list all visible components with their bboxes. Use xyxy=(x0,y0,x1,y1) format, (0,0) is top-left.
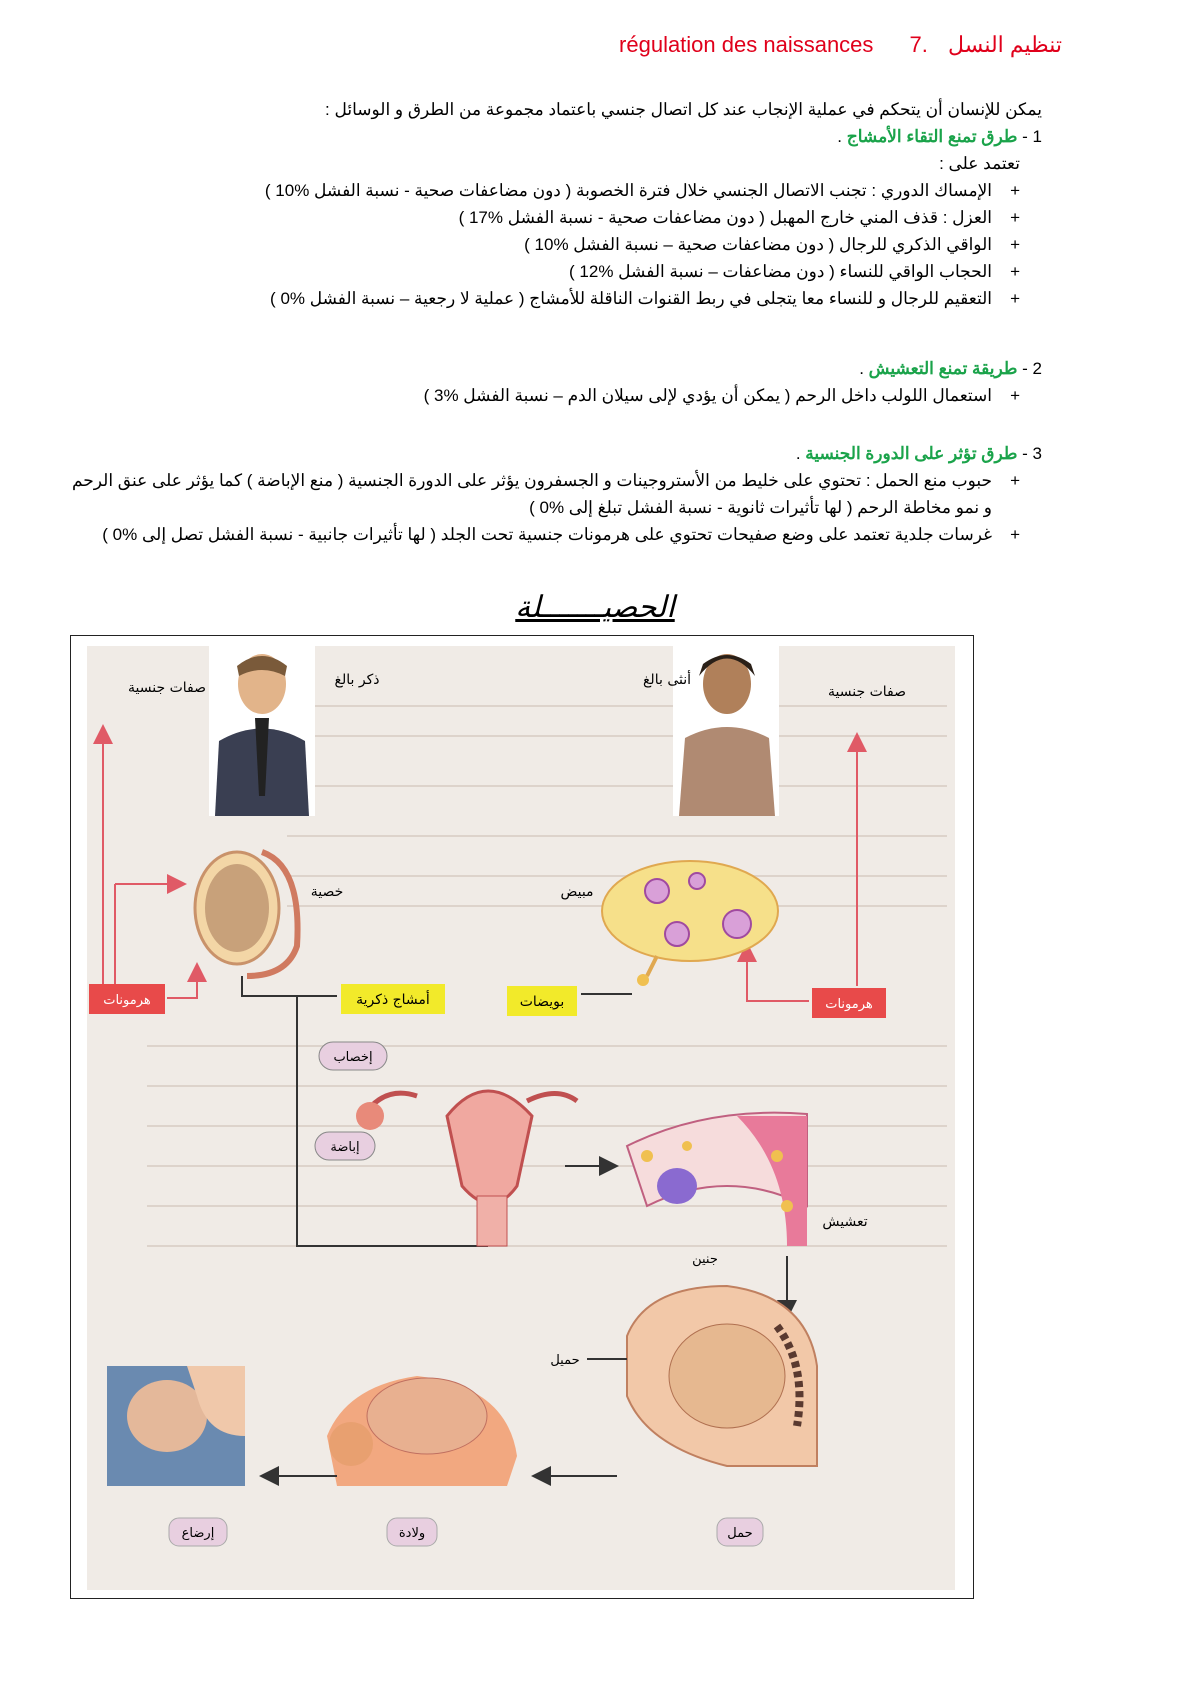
nidation-label: تعشيش xyxy=(822,1214,868,1230)
section3-dot: . xyxy=(795,444,806,463)
male-adult-label: ذكر بالغ xyxy=(334,672,380,688)
intro-text: يمكن للإنسان أن يتحكم في عملية الإنجاب عند كل اتصال جنسي باعتماد مجموعة من الطرق و الوسائل : xyxy=(325,100,1042,119)
list-item: + العزل : قذف المني خارج المهبل ( دون مضاعفات صحية - نسبة الفشل %17 ) xyxy=(142,204,1020,231)
ovary-illustration xyxy=(602,861,778,986)
male-gametes-label: أمشاج ذكرية xyxy=(356,992,430,1008)
pregnancy-illustration xyxy=(627,1286,817,1466)
pregnancy-label: حمل xyxy=(727,1526,753,1541)
section2-heading xyxy=(142,355,1042,382)
breastfeeding-label: إرضاع xyxy=(181,1526,215,1541)
ova-label: بويضات xyxy=(519,994,565,1010)
list-item: + استعمال اللولب داخل الرحم ( يمكن أن يؤدي لإلى سيلان الدم – نسبة الفشل %3 ) xyxy=(142,382,1020,409)
hormones-right-label: هرمونات xyxy=(825,997,873,1012)
list-item: + حبوب منع الحمل : تحتوي على خليط من الأستروجينات و الجسفرون يؤثر على الدورة الجنسية ( منع الإباضة ) كما يؤثر على عنق الرحم و نمو مخاطة الرحم ( لها تأثيرات ثانوية - نسبة الفشل تبلغ إلى %0 ) xyxy=(62,467,1020,521)
list-item: + الواقي الذكري للرجال ( دون مضاعفات صحية – نسبة الفشل %10 ) xyxy=(142,231,1020,258)
ovulation-label: إباضة xyxy=(330,1140,360,1155)
section2-dot: . xyxy=(859,359,869,378)
uterus-illustration xyxy=(356,1091,577,1246)
hormones-left-label: هرمونات xyxy=(103,993,151,1008)
section1-dot: . xyxy=(837,127,847,146)
figure-background xyxy=(87,646,955,1590)
section1-depends: تعتمد على : xyxy=(939,154,1020,173)
nidation-illustration xyxy=(627,1113,807,1246)
section1-title: طرق تمنع التقاء الأمشاج xyxy=(846,127,1018,146)
birth-label: ولادة xyxy=(398,1526,426,1541)
testis-label: خصية xyxy=(310,884,344,900)
birth-illustration xyxy=(327,1376,517,1486)
list-item: + غرسات جلدية تعتمد على وضع صفيحات تحتوي على هرمونات جنسية تحت الجلد ( لها تأثيرات جانبية - نسبة الفشل تصل إلى %0 ) xyxy=(62,521,1020,548)
section3-number: 3 - xyxy=(1022,444,1042,463)
section3-heading xyxy=(62,440,1042,467)
title-french: régulation des naissances xyxy=(619,32,874,57)
list-item: + الإمساك الدوري : تجنب الاتصال الجنسي خلال فترة الخصوبة ( دون مضاعفات صحية - نسبة الفشل %10 ) xyxy=(142,177,1020,204)
intro-block xyxy=(142,96,1042,312)
male-adult-figure xyxy=(209,646,315,816)
section2-title: طريقة تمنع التعشيش xyxy=(868,359,1018,378)
summary-title: الحصيـــــــلة xyxy=(515,590,675,625)
section3-block xyxy=(62,440,1042,548)
sex-traits-right-label: صفات جنسية xyxy=(828,684,906,700)
section1-heading xyxy=(142,123,1042,150)
list-item: + الحجاب الواقي للنساء ( دون مضاعفات – نسبة الفشل %12 ) xyxy=(142,258,1020,285)
breastfeeding-illustration xyxy=(107,1366,245,1486)
section2-block xyxy=(142,355,1042,409)
fetus-label: حميل xyxy=(550,1353,580,1368)
female-adult-label: أنثى بالغ xyxy=(642,672,692,688)
title-number: .7 xyxy=(909,32,928,57)
testis-illustration xyxy=(195,852,298,976)
page-title xyxy=(619,32,1062,58)
section1-number: 1 - xyxy=(1022,127,1042,146)
embryo-label: جنين xyxy=(692,1252,718,1267)
left-hormone-loop xyxy=(103,728,197,998)
sex-traits-left-label: صفات جنسية xyxy=(128,680,206,696)
list-item: + التعقيم للرجال و للنساء معا يتجلى في ربط القنوات الناقلة للأمشاج ( عملية لا رجعية – نسبة الفشل %0 ) xyxy=(142,285,1020,312)
reproduction-diagram xyxy=(87,646,955,1590)
summary-figure xyxy=(70,635,974,1599)
section2-number: 2 - xyxy=(1022,359,1042,378)
ovary-label: مبيض xyxy=(560,884,594,900)
fertilization-label: إخصاب xyxy=(333,1050,373,1065)
section3-title: طرق تؤثر على الدورة الجنسية xyxy=(805,444,1018,463)
title-arabic: تنظيم النسل xyxy=(948,32,1062,57)
